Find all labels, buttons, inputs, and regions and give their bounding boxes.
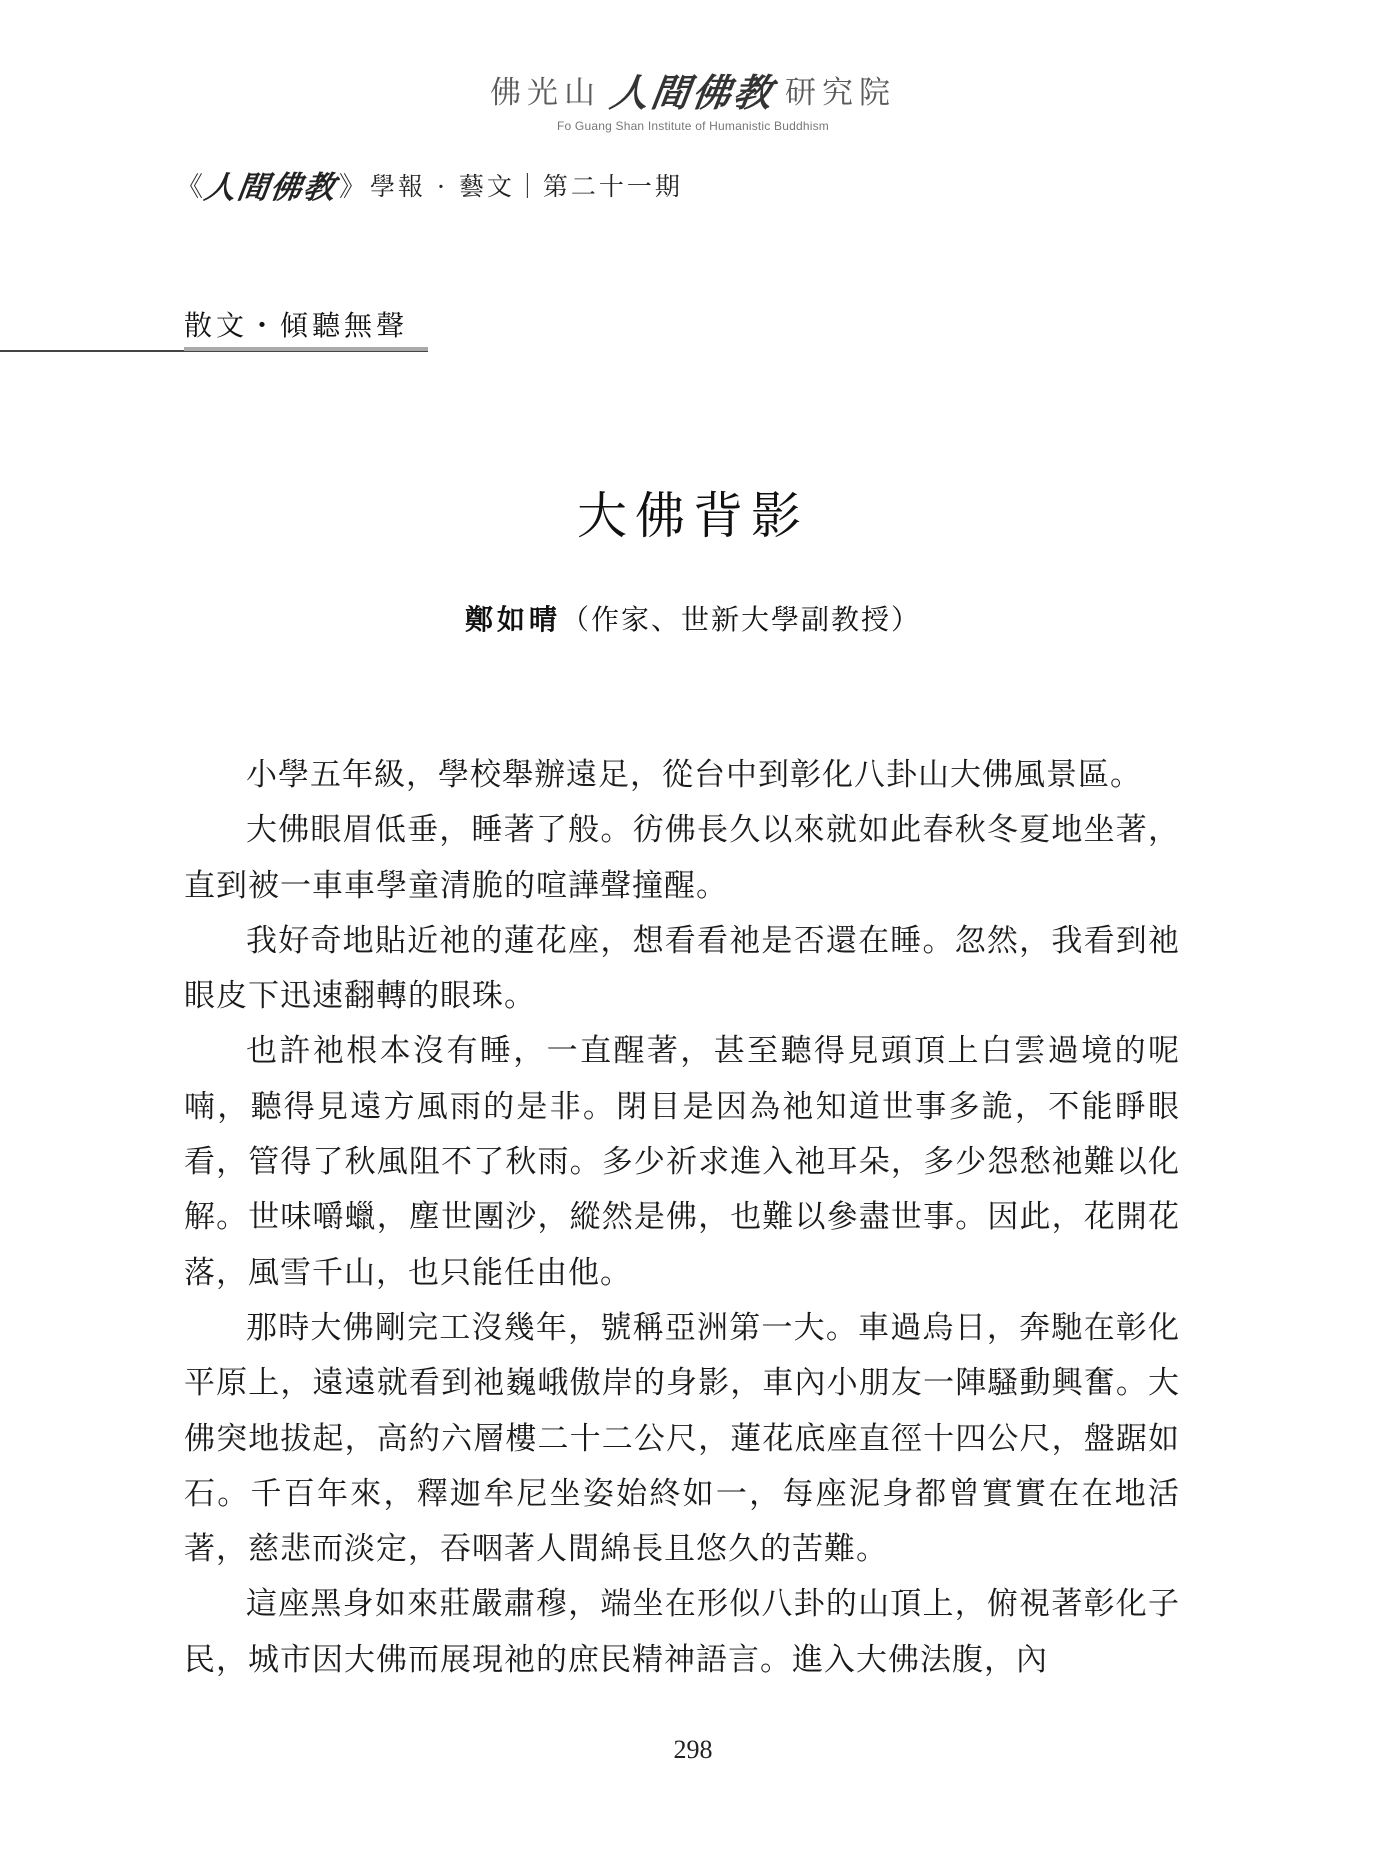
paragraph: 大佛眼眉低垂，睡著了般。彷佛長久以來就如此春秋冬夏地坐著，直到被一車車學童清脆的喧譁聲撞醒。 (184, 812, 1180, 904)
paragraph: 也許祂根本沒有睡，一直醒著，甚至聽得見頭頂上白雲過境的呢喃，聽得見遠方風雨的是非。閉目是因為祂知道世事多詭，不能睜眼看，管得了秋風阻不了秋雨。多少祈求進入祂耳朵，多少怨愁祂難以化解。世味嚼蠟，塵世團沙，縱然是佛，也難以參盡世事。因此，花開花落，風雪千山，也只能任由他。 (184, 1033, 1180, 1291)
institute-fgs: 佛光山 (489, 75, 601, 111)
section-tag: 散文・傾聽無聲 (184, 309, 409, 342)
journal-open-bracket: 《 (176, 172, 203, 203)
author-affiliation: （作家、世新大學副教授） (561, 603, 922, 636)
institute-name (490, 62, 896, 117)
journal-line (176, 162, 683, 207)
journal-issue: 學報 · 藝文｜第二十一期 (370, 171, 683, 201)
paragraph: 小學五年級，學校舉辦遠足，從台中到彰化八卦山大佛風景區。 (246, 757, 1142, 793)
journal-close-bracket: 》 (339, 172, 366, 203)
section-divider-accent (184, 347, 428, 351)
paragraph: 我好奇地貼近祂的蓮花座，想看看祂是否還在睡。忽然，我看到祂眼皮下迅速翻轉的眼珠。 (184, 922, 1180, 1015)
institute-header (0, 62, 1386, 133)
journal-logo: 人間佛教 (201, 170, 340, 206)
article-title: 大佛背影 (577, 487, 809, 545)
paragraph: 這座黑身如來莊嚴肅穆，端坐在形似八卦的山頂上，俯視著彰化子民，城市因大佛而展現祂的庶民精神語言。進入大佛法腹，內 (184, 1586, 1180, 1678)
paragraph: 那時大佛剛完工沒幾年，號稱亞洲第一大。車過烏日，奔馳在彰化平原上，遠遠就看到祂巍峨傲岸的身影，車內小朋友一陣騷動興奮。大佛突地拔起，高約六層樓二十二公尺，蓮花底座直徑十四公尺，盤踞如石。千百年來，釋迦牟尼坐姿始終如一，每座泥身都曾實實在在地活著，慈悲而淡定，吞咽著人間綿長且悠久的苦難。 (184, 1309, 1180, 1568)
institute-logo: 人間佛教 (607, 70, 778, 115)
author-name: 鄭如晴 (464, 603, 561, 636)
article-body (184, 748, 1180, 1688)
article-byline (0, 598, 1386, 638)
page-number: 298 (673, 1735, 713, 1764)
institute-english-name: Fo Guang Shan Institute of Humanistic Buddhism (556, 119, 829, 133)
institute-dept: 研究院 (785, 75, 896, 111)
